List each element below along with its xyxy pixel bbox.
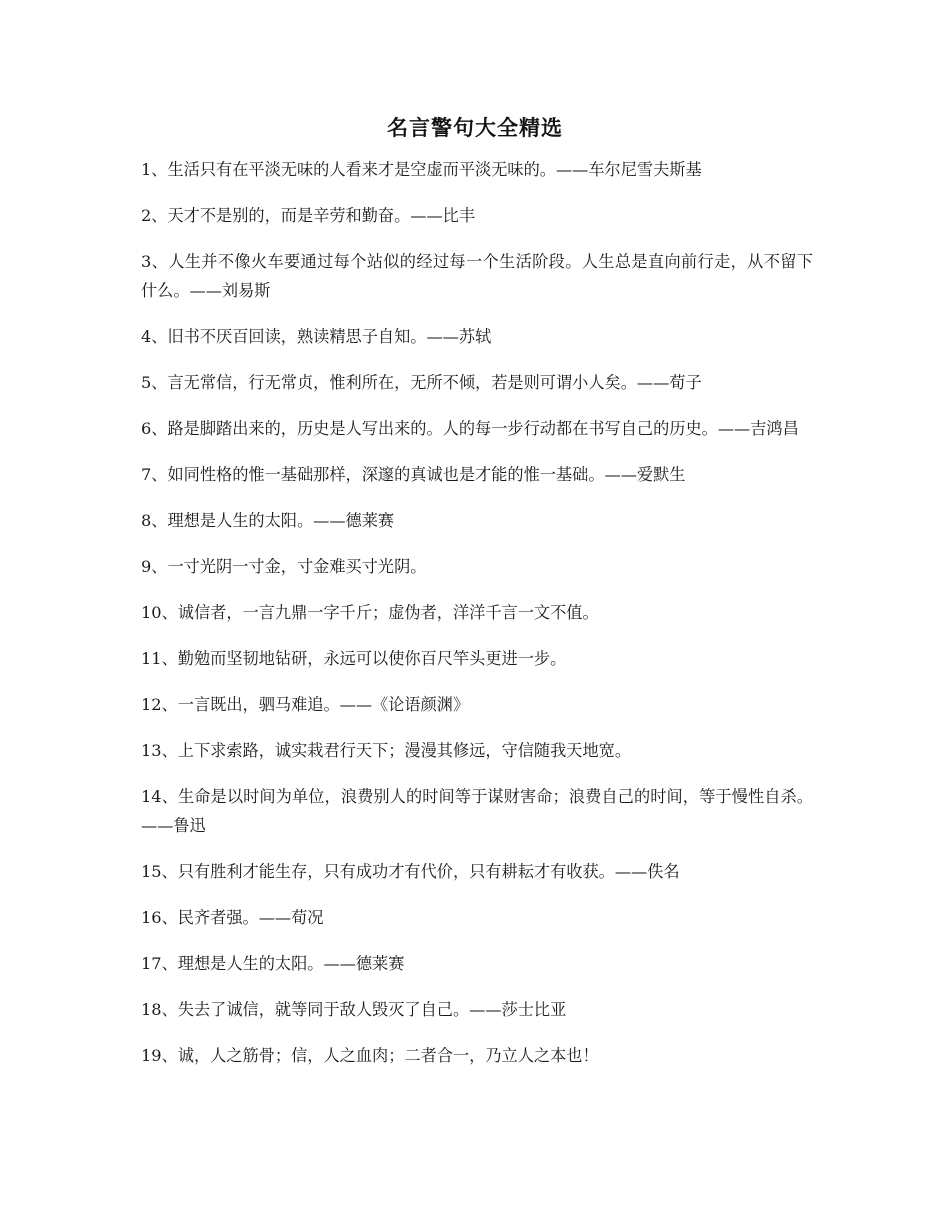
quote-list (141, 155, 813, 1087)
quote-item: 12、一言既出，驷马难追。——《论语颜渊》 (141, 695, 470, 714)
quote-item: 14、生命是以时间为单位，浪费别人的时间等于谋财害命；浪费自己的时间，等于慢性自杀。——鲁迅 (141, 787, 813, 835)
quote-item: 13、上下求索路，诚实栽君行天下；漫漫其修远，守信随我天地宽。 (141, 741, 632, 760)
quote-item: 8、理想是人生的太阳。——德莱赛 (141, 511, 395, 530)
quote-item: 6、路是脚踏出来的，历史是人写出来的。人的每一步行动都在书写自己的历史。——吉鸿昌 (141, 419, 799, 438)
quote-item: 10、诚信者，一言九鼎一字千斤；虚伪者，洋洋千言一文不值。 (141, 603, 599, 622)
quote-item: 18、失去了诚信，就等同于敌人毁灭了自己。——莎士比亚 (141, 1000, 567, 1019)
quote-item: 5、言无常信，行无常贞，惟利所在，无所不倾，若是则可谓小人矣。——荀子 (141, 373, 702, 392)
quote-item: 15、只有胜利才能生存，只有成功才有代价，只有耕耘才有收获。——佚名 (141, 862, 680, 881)
document-title: 名言警句大全精选 (387, 115, 563, 140)
quote-item: 16、民齐者强。——荀况 (141, 908, 324, 927)
quote-item: 2、天才不是别的，而是辛劳和勤奋。——比丰 (141, 206, 476, 225)
quote-item: 17、理想是人生的太阳。——德莱赛 (141, 954, 405, 973)
quote-item: 19、诚，人之筋骨；信，人之血肉；二者合一，乃立人之本也！ (141, 1046, 599, 1065)
quote-item: 9、一寸光阴一寸金，寸金难买寸光阴。 (141, 557, 427, 576)
quote-item: 7、如同性格的惟一基础那样，深邃的真诚也是才能的惟一基础。——爱默生 (141, 465, 686, 484)
quote-item: 11、勤勉而坚韧地钻研，永远可以使你百尺竿头更进一步。 (141, 649, 567, 668)
quote-item: 1、生活只有在平淡无味的人看来才是空虚而平淡无味的。——车尔尼雪夫斯基 (141, 160, 702, 179)
quote-item: 3、人生并不像火车要通过每个站似的经过每一个生活阶段。人生总是直向前行走，从不留下什么。——刘易斯 (141, 252, 813, 300)
quote-item: 4、旧书不厌百回读，熟读精思子自知。——苏轼 (141, 327, 492, 346)
